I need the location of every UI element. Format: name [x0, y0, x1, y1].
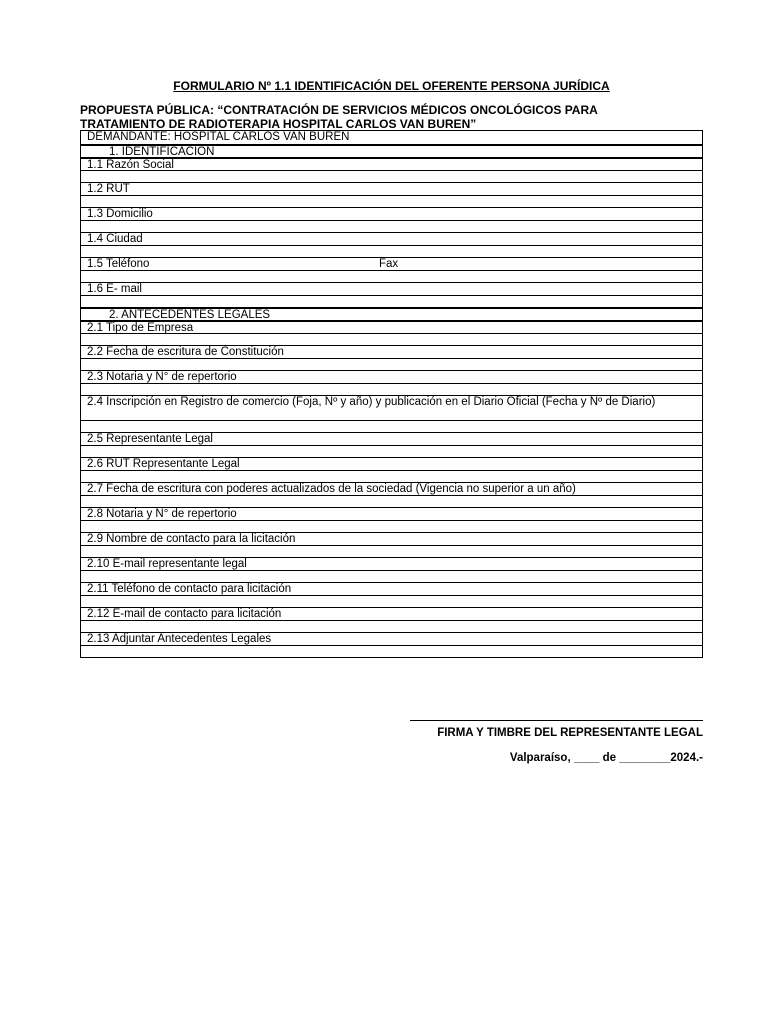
field-label: 2.4 Inscripción en Registro de comercio (Foja, Nº y año) y publicación en el Diario Oficial (Fecha y Nº de Diario) — [81, 395, 702, 420]
field-label: 1.1 Razón Social — [81, 157, 702, 170]
field-label: 2.10 E-mail representante legal — [81, 557, 702, 570]
field-input-nombre-contacto[interactable] — [81, 545, 702, 557]
place-date: Valparaíso, ____ de ________2024.- — [509, 752, 703, 764]
field-input-notaria-2[interactable] — [81, 520, 702, 532]
field-input-representante[interactable] — [81, 445, 702, 457]
field-input-inscripcion[interactable] — [81, 420, 702, 432]
demandante-row: DEMANDANTE: HOSPITAL CARLOS VAN BUREN — [87, 131, 350, 143]
field-input-fecha-constitucion[interactable] — [81, 358, 702, 370]
fax-label: Fax — [379, 258, 399, 270]
field-input-telefono-contacto[interactable] — [81, 595, 702, 607]
field-label: 2.8 Notaria y N° de repertorio — [81, 507, 702, 520]
field-input-rut[interactable] — [81, 195, 702, 207]
field-input-antecedentes[interactable] — [81, 645, 702, 657]
field-input-domicilio[interactable] — [81, 220, 702, 232]
field-label: 2.13 Adjuntar Antecedentes Legales — [81, 632, 702, 645]
form-title: FORMULARIO Nº 1.1 IDENTIFICACIÓN DEL OFERENTE PERSONA JURÍDICA — [173, 79, 610, 93]
field-input-email-representante[interactable] — [81, 570, 702, 582]
field-input-notaria[interactable] — [81, 383, 702, 395]
signature-label: FIRMA Y TIMBRE DEL REPRESENTANTE LEGAL — [437, 727, 703, 739]
telefono-fax-row — [81, 257, 702, 270]
field-label: 2.9 Nombre de contacto para la licitación — [81, 532, 702, 545]
field-input-tipo-empresa[interactable] — [81, 333, 702, 345]
field-label: 2.5 Representante Legal — [81, 432, 702, 445]
field-label: 1.6 E- mail — [81, 282, 702, 295]
proposal-line-2: TRATAMIENTO DE RADIOTERAPIA HOSPITAL CARLOS VAN BUREN” — [80, 117, 477, 131]
proposal-line-1: PROPUESTA PÚBLICA: “CONTRATACIÓN DE SERVICIOS MÉDICOS ONCOLÓGICOS PARA — [80, 103, 598, 117]
field-label: 2.11 Teléfono de contacto para licitación — [81, 582, 702, 595]
field-input-telefono[interactable] — [81, 270, 702, 282]
identification-form — [80, 130, 703, 658]
field-label: 2.1 Tipo de Empresa — [81, 320, 702, 333]
field-label: 1.4 Ciudad — [81, 232, 702, 245]
field-label: 2.7 Fecha de escritura con poderes actualizados de la sociedad (Vigencia no superior a un año) — [81, 482, 702, 495]
field-label: 2.3 Notaria y N° de repertorio — [81, 370, 702, 383]
field-label: 2.2 Fecha de escritura de Constitución — [81, 345, 702, 358]
field-input-email[interactable] — [81, 295, 702, 307]
field-input-email-contacto[interactable] — [81, 620, 702, 632]
section-2-header: 2. ANTECEDENTES LEGALES — [81, 307, 702, 320]
section-1-header: 1. IDENTIFICACIÓN — [81, 144, 702, 157]
proposal-title — [80, 103, 703, 131]
field-input-rut-representante[interactable] — [81, 470, 702, 482]
field-label: 2.12 E-mail de contacto para licitación — [81, 607, 702, 620]
field-input-fecha-poderes[interactable] — [81, 495, 702, 507]
field-label: 2.6 RUT Representante Legal — [81, 457, 702, 470]
field-input-ciudad[interactable] — [81, 245, 702, 257]
field-label: 1.5 Teléfono — [87, 258, 150, 270]
signature-line — [410, 720, 703, 721]
field-label: 1.3 Domicilio — [81, 207, 702, 220]
field-input-razon-social[interactable] — [81, 170, 702, 182]
field-label: 1.2 RUT — [81, 182, 702, 195]
